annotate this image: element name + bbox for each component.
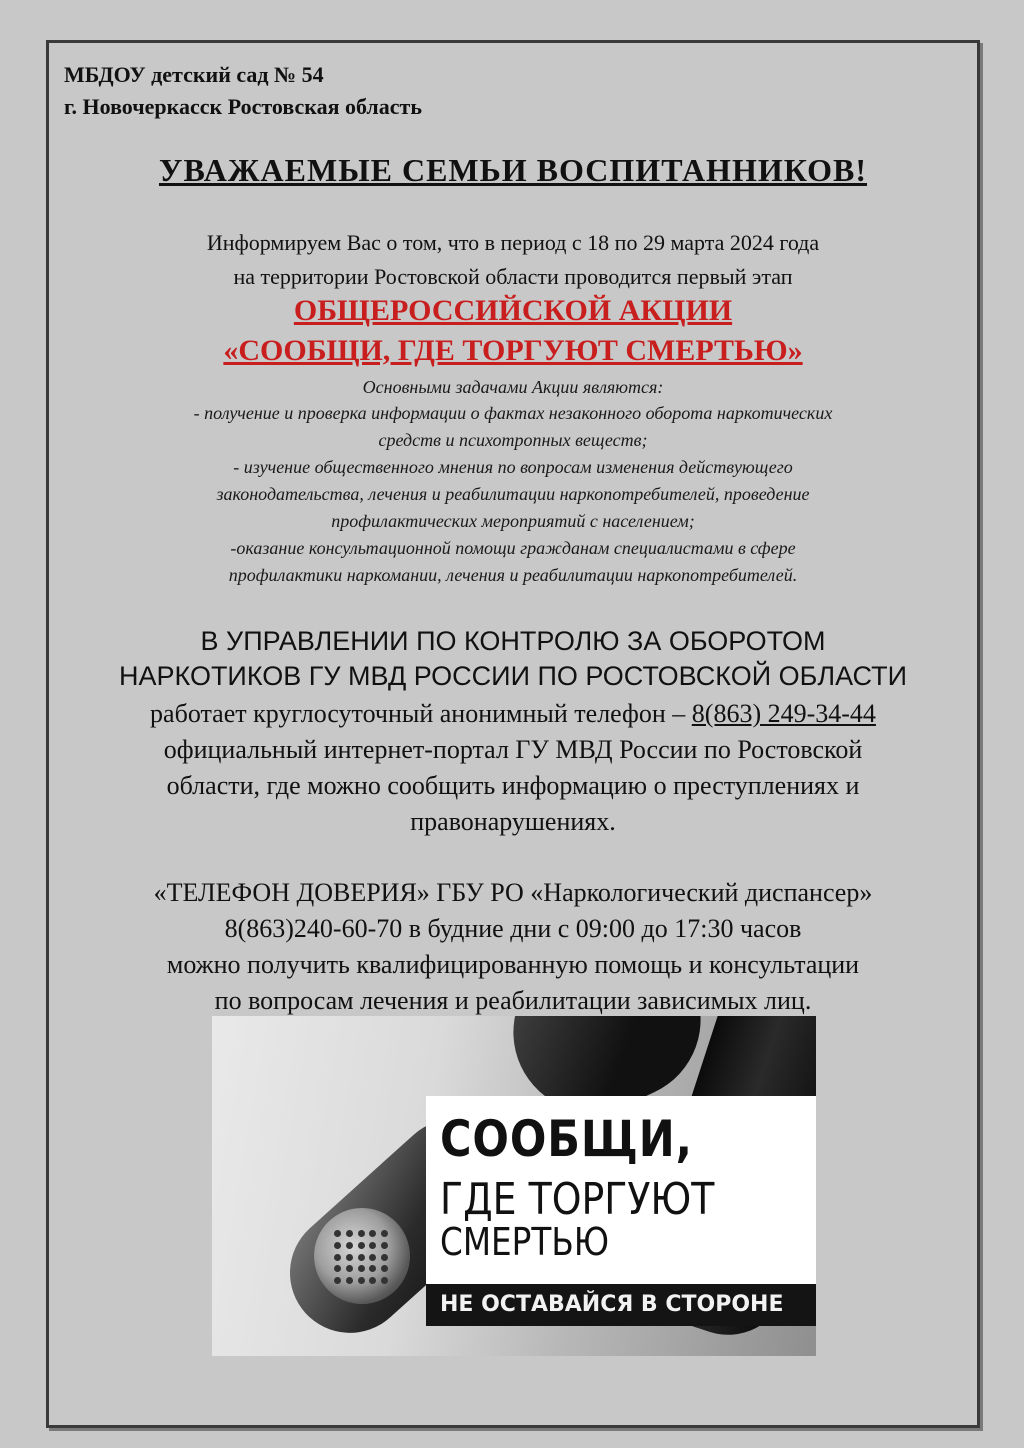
trust-line-2: 8(863)240-60-70 в будние дни с 09:00 до 17:30 часов xyxy=(224,914,802,943)
task-line: -оказание консультационной помощи гражданам специалистами в сфере xyxy=(230,538,796,558)
organization-city: г. Новочеркасск Ростовская область xyxy=(64,94,422,119)
banner-text-panel xyxy=(426,1096,816,1326)
trust-line-4: по вопросам лечения и реабилитации зависимых лиц. xyxy=(214,986,812,1015)
intro-line-1: Информируем Вас о том, что в период с 18 по 29 марта 2024 года xyxy=(206,230,820,255)
banner-slogan: НЕ ОСТАВАЙСЯ В СТОРОНЕ xyxy=(426,1284,816,1326)
trust-line-3: можно получить квалифицированную помощь и консультации xyxy=(166,950,860,979)
tasks-heading: Основными задачами Акции являются: xyxy=(362,377,664,397)
trust-line-1: «ТЕЛЕФОН ДОВЕРИЯ» ГБУ РО «Наркологический диспансер» xyxy=(153,878,873,907)
police-hotline-text: работает круглосуточный анонимный телефон – xyxy=(150,699,692,728)
task-line: - получение и проверка информации о фактах незаконного оборота наркотических xyxy=(193,403,833,423)
task-line: - изучение общественного мнения по вопросам изменения действующего xyxy=(233,457,793,477)
banner-line-3: СМЕРТЬЮ xyxy=(440,1220,610,1264)
task-line: средств и психотропных веществ; xyxy=(378,430,648,450)
action-name-line-1: ОБЩЕРОССИЙСКОЙ АКЦИИ xyxy=(293,294,733,327)
action-name-line-2: «СООБЩИ, ГДЕ ТОРГУЮТ СМЕРТЬЮ» xyxy=(223,334,803,367)
organization-name: МБДОУ детский сад № 54 xyxy=(64,62,324,87)
police-line-5: области, где можно сообщить информацию о преступлениях и xyxy=(166,771,860,800)
police-line-4: официальный интернет-портал ГУ МВД России по Ростовской xyxy=(163,735,863,764)
banner-line-2: ГДЕ ТОРГУЮТ xyxy=(440,1174,715,1225)
campaign-banner xyxy=(212,1016,816,1356)
task-line: профилактических мероприятий с населением; xyxy=(331,511,695,531)
page-title: УВАЖАЕМЫЕ СЕМЬИ ВОСПИТАННИКОВ! xyxy=(158,152,868,188)
police-line-1: В УПРАВЛЕНИИ ПО КОНТРОЛЮ ЗА ОБОРОТОМ xyxy=(200,626,826,656)
police-line-6: правонарушениях. xyxy=(410,807,616,836)
banner-line-1: СООБЩИ, xyxy=(440,1110,693,1168)
police-hotline-phone[interactable]: 8(863) 249-34-44 xyxy=(691,699,876,728)
earpiece-holes-graphic xyxy=(334,1230,390,1286)
task-line: законодательства, лечения и реабилитации наркопотребителей, проведение xyxy=(216,484,810,504)
task-line: профилактики наркомании, лечения и реабилитации наркопотребителей. xyxy=(228,565,798,585)
intro-line-2: на территории Ростовской области проводится первый этап xyxy=(233,264,793,289)
police-line-2: НАРКОТИКОВ ГУ МВД РОССИИ ПО РОСТОВСКОЙ ОБЛАСТИ xyxy=(119,661,907,691)
police-hotline-line xyxy=(48,697,978,731)
